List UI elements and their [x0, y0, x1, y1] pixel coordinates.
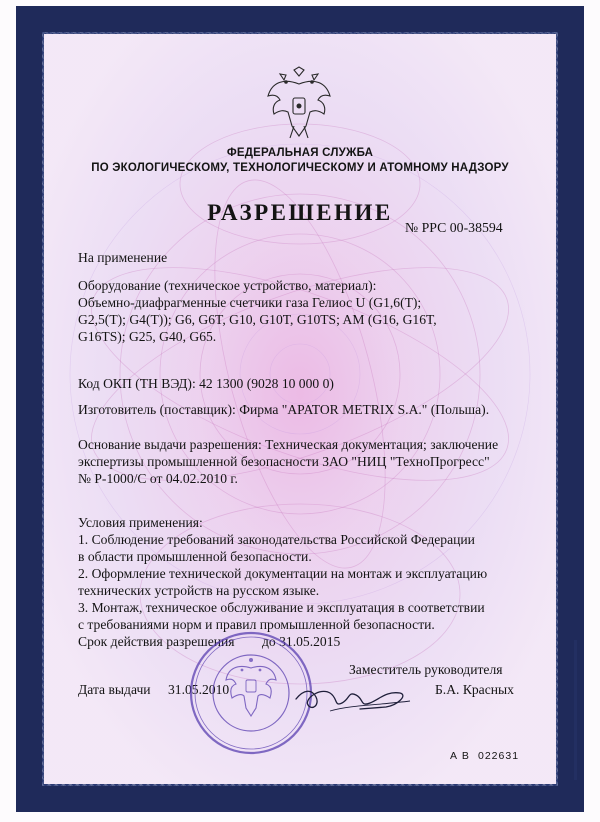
agency-name-line2: ПО ЭКОЛОГИЧЕСКОМУ, ТЕХНОЛОГИЧЕСКОМУ И АТОМНОМУ НАДЗОРУ — [91, 162, 509, 174]
okp-code: Код ОКП (ТН ВЭД): 42 1300 (9028 10 000 0) — [78, 376, 334, 391]
equipment-line: G2,5(T); G4(T)); G6, G6T, G10, G10T, G10TS; AM (G16, G16T, — [78, 312, 437, 327]
condition-line: 1. Соблюдение требований законодательства Российской Федерации — [78, 532, 475, 547]
condition-line: с требованиями норм и правил промышленной безопасности. — [78, 617, 435, 632]
validity-label: Срок действия разрешения — [78, 634, 235, 649]
basis-line: экспертизы промышленной безопасности ЗАО "НИЦ "ТехноПрогресс" — [78, 454, 490, 469]
form-number: 022631 — [478, 750, 520, 762]
validity-date: до 31.05.2015 — [262, 634, 341, 649]
equipment-line: Объемно-диафрагменные счетчики газа Гелиос U (G1,6(T); — [78, 295, 422, 310]
equipment-label: Оборудование (техническое устройство, материал): — [78, 278, 377, 293]
side-print-mark — [572, 640, 580, 780]
permit-number: № РРС 00-38594 — [405, 220, 503, 235]
condition-line: 2. Оформление технической документации на монтаж и эксплуатацию — [78, 566, 488, 581]
condition-line: 3. Монтаж, техническое обслуживание и эксплуатация в соответствии — [78, 600, 485, 615]
basis-line: Основание выдачи разрешения: Техническая документация; заключение — [78, 437, 499, 452]
signatory-name: Б.А. Красных — [435, 682, 514, 697]
conditions-label: Условия применения: — [78, 515, 203, 530]
double-headed-eagle-icon — [264, 66, 334, 144]
issue-date-label: Дата выдачи — [78, 682, 151, 697]
signatory-position: Заместитель руководителя — [349, 662, 503, 677]
agency-name-line1: ФЕДЕРАЛЬНАЯ СЛУЖБА — [226, 147, 374, 159]
equipment-line: G16TS); G25, G40, G65. — [78, 329, 217, 344]
signature-icon — [290, 665, 420, 725]
condition-line: в области промышленной безопасности. — [78, 549, 312, 564]
basis-line: № Р-1000/С от 04.02.2010 г. — [78, 471, 238, 486]
condition-line: технических устройств на русском языке. — [78, 583, 320, 598]
document-title: РАЗРЕШЕНИЕ — [207, 200, 393, 225]
form-series: А В — [450, 750, 470, 762]
manufacturer: Изготовитель (поставщик): Фирма "APATOR METRIX S.A." (Польша). — [78, 402, 490, 417]
purpose-text: На применение — [78, 250, 168, 265]
issue-date: 31.05.2010 — [168, 682, 230, 697]
